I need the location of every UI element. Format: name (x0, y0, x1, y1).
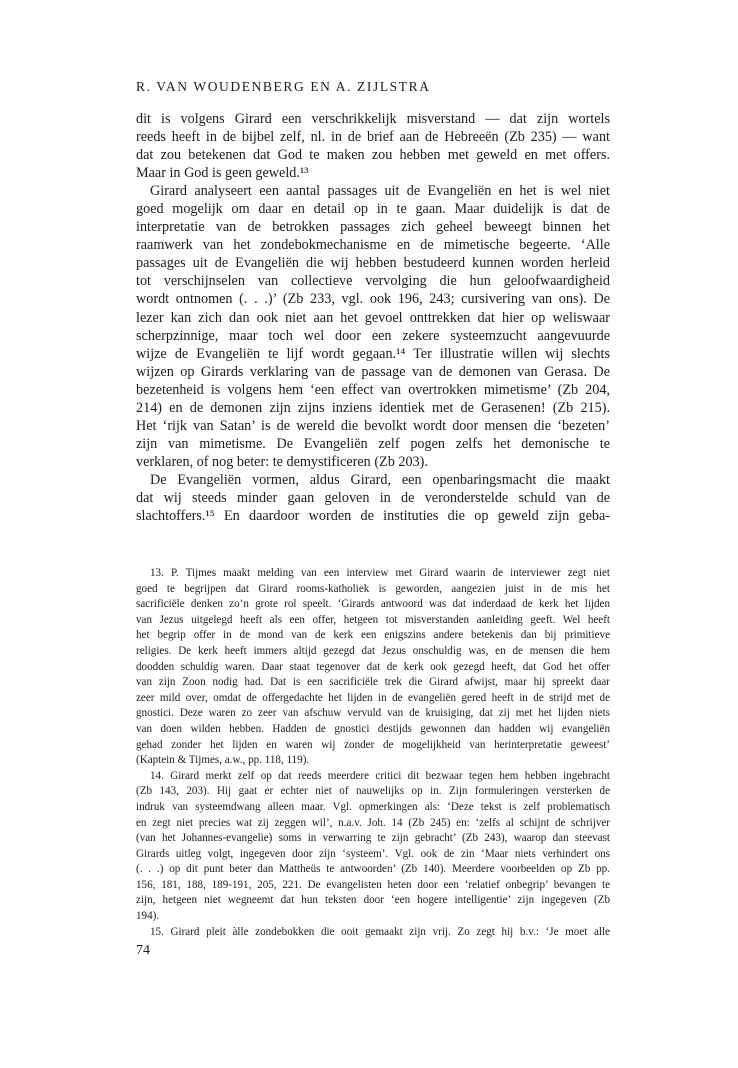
footnote-line: goed te begrijpen dat Girard rooms-katholiek is geworden, aangezien juist in de mis het (136, 582, 610, 595)
footnote-line: (. . .) op dit punt beter dan Mattheüs te antwoorden’ (Zb 140). Meerdere voorbeelden op Zb pp. (136, 863, 610, 876)
page-number: 74 (136, 943, 150, 958)
body-line: scherpzinnige, maar toch wel door een zekere systeemzucht aangevuurde (136, 327, 610, 344)
footnote-line: zijn, hetgeen niet wegneemt dat hun teksten door ‘een hogere intelligentie’ zijn ingegeven (Zb (136, 894, 610, 907)
body-line: verklaren, of nog beter: te demystificeren (Zb 203). (136, 453, 428, 470)
body-line: bezetenheid is volgens hem ‘een effect van overtrokken mimetisme’ (Zb 204, (136, 381, 610, 398)
body-line: Het ‘rijk van Satan’ is de wereld die bevolkt wordt door mensen die ‘bezeten’ (136, 417, 610, 434)
footnote-line: van Jezus uitgelegd heeft als een offer, hetgeen tot misverstanden aanleiding geeft. Wel heeft (136, 613, 610, 626)
body-line: tot verschijnselen van collectieve vervolging die hun geloofwaardigheid (136, 273, 610, 290)
footnote-line: Girards uitleg volgt, ingegeven door zijn ‘systeem’. Vgl. ook de zin ‘Maar niets verhindert ons (136, 847, 610, 860)
footnote-line: van zijn Zoon nodig had. Dat is een sacrificiële trek die Girard afwijst, maar hij spreekt daar (136, 676, 610, 689)
body-line: lezer kan zich dan ook niet aan het gevoel onttrekken dat hier op weliswaar (136, 309, 610, 326)
footnote-line: religies. De kerk heeft immers altijd gezegd dat Jezus onschuldig was, en de mensen die hem (136, 644, 610, 657)
body-line: raamwerk van het zondebokmechanisme en de mimetische begeerte. ‘Alle (136, 237, 610, 254)
footnote-line: 156, 181, 188, 189-191, 205, 221. De evangelisten heten door een ‘relatief onbegrip’ bevangen te (136, 878, 610, 891)
footnote-line: gnostici. Deze waren zo zeer van afschuw vervuld van de kruisiging, dat zij met het lijden niets (136, 707, 610, 720)
body-line: slachtoffers.¹⁵ En daardoor worden de instituties die op geweld zijn geba- (136, 508, 610, 525)
footnotes (136, 566, 610, 940)
footnote-line: sacrificiële denken zo’n grote rol speelt. ‘Girards antwoord was dat inderdaad de kerk het lijden (136, 598, 610, 611)
body-line: dat zou betekenen dat God te maken zou hebben met geweld en met offers. (136, 147, 610, 164)
footnote-line: 194). (136, 910, 160, 923)
footnote-line: van doen wilden hebben. Hadden de gnostici destijds gewonnen dan hadden wij evangeliën (136, 722, 610, 735)
footnote-line: 13. P. Tijmes maakt melding van een interview met Girard waarin de interviewer zegt niet (150, 567, 610, 579)
body-line: goed mogelijk om daar en detail op in te gaan. Maar duidelijk is dat de (136, 201, 610, 218)
body-line: reeds heeft in de bijbel zelf, nl. in de brief aan de Hebreeën (Zb 235) — want (136, 129, 610, 146)
footnote-line: 14. Girard merkt zelf op dat reeds meerdere critici dit bezwaar tegen hem hebben ingebracht (150, 769, 610, 782)
footnote-line: (Zb 143, 203). Hij gaat er echter niet of nauwelijks op in. Zijn formuleringen versterken de (136, 785, 610, 798)
body-line: dat wij steeds minder gaan geloven in de veronderstelde schuld van de (136, 489, 610, 506)
body-line: wordt ontnomen (. . .)’ (Zb 233, vgl. ook 196, 243; cursivering van ons). De (136, 291, 610, 308)
running-head: R. VAN WOUDENBERG EN A. ZIJLSTRA (136, 79, 431, 94)
body-text (136, 110, 610, 525)
body-line: wijzen op Girards verklaring van de passage van de demonen van Gerasa. De (136, 363, 610, 380)
footnote-line: het begrip offer in de mond van de kerk een enigszins andere betekenis dan bij primitieve (136, 629, 610, 642)
body-line: interpretatie van de betrokken passages zich geheel beweegt binnen het (136, 219, 610, 236)
footnote-line: 15. Girard pleit àlle zondebokken die ooit gemaakt zijn vrij. Zo zegt hij b.v.: ‘Je moet alle (150, 925, 610, 938)
footnote-line: (Kaptein & Tijmes, a.w., pp. 118, 119). (136, 754, 310, 767)
body-line: dit is volgens Girard een verschrikkelijk misverstand — dat zijn wortels (136, 111, 610, 127)
footnote-line: zeer mild over, omdat de offergedachte het lijden in de evangeliën gered heeft in de strijd met de (136, 691, 610, 704)
footnote-line: indruk van systeemdwang alleen maar. Vgl. opmerkingen als: ‘Deze tekst is zelf problematisch (136, 800, 610, 813)
body-line: passages uit de Evangeliën die wij hebben bestudeerd kunnen worden herleid (136, 255, 610, 272)
footnote-line: gehad zonder het lijden en waren wij zonder de mogelijkheid van herinterpretatie geweest’ (136, 738, 610, 751)
body-line: Maar in God is geen geweld.¹³ (136, 165, 309, 182)
body-line: Girard analyseert een aantal passages uit de Evangeliën en het is wel niet (150, 183, 610, 200)
body-line: wijze de Evangeliën te lijf wordt gegaan.¹⁴ Ter illustratie willen wij slechts (136, 345, 610, 362)
footnote-line: en zegt niet precies wat zij zeggen wil’, n.a.v. Joh. 14 (Zb 245) en: ‘zelfs al schijnt de schrijver (136, 816, 610, 829)
body-line: De Evangeliën vormen, aldus Girard, een openbaringsmacht die maakt (150, 471, 610, 488)
body-line: 214) en de demonen zijn zijns inziens identiek met de Gerasenen! (Zb 215). (136, 399, 610, 416)
footnote-line: (van het Johannes-evangelie) soms in verwarring te zijn gebracht’ (Zb 243), waarop dan steevast (136, 832, 610, 845)
footnote-line: doodden schuldig waren. Daar staat tegenover dat de kerk ook gezegd heeft, dat God het offer (136, 660, 610, 673)
body-line: zijn van mimetisme. De Evangeliën zelf pogen zelfs het demonische te (136, 435, 610, 452)
